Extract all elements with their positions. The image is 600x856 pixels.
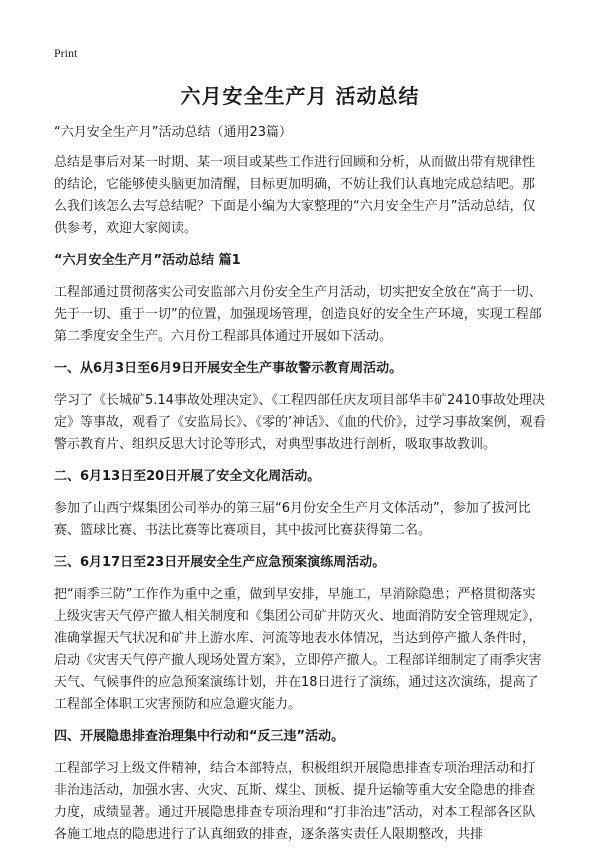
- item-paragraph: 学习了《长城矿5.14事故处理决定》、《工程四部任庆友项目部华丰矿2410事故处理决定》等事故，观看了《安监局长》、《零的’神话》、《血的代价》，过学习事故案例，观看警示教育片、组织反思大讨论等形式，对典型事故进行剖析，吸取事故教训。: [54, 393, 546, 452]
- article-body: [54, 122, 546, 856]
- item-paragraph: 工程部学习上级文件精神，结合本部特点，积极组织开展隐患排查专项治理活动和打非治违活动，加强水害、火灾、瓦斯、煤尘、顶板、提升运输等重大安全隐患的排查力度，成绩显著。通过开展隐患排查专项治理和“打非治违”活动，对本工程部各区队各施工地点的隐患进行了认真细致的排查，逐条落实责任人限期整改，共排: [54, 761, 536, 842]
- item-heading: 二、6月13日至20日开展了安全文化周活动。: [54, 469, 321, 484]
- item-paragraph: 把“雨季三防”工作作为重中之重，做到早安排，早施工，早消除隐患；严格贯彻落实上级灾害天气停产撤人相关制度和《集团公司矿井防灭火、地面消防安全管理规定》，准确掌握天气状况和矿井上游水库、河流等地表水体情况，当达到停产撤人条件时，启动《灾害天气停产撤人现场处置方案》，立即停产撤人。工程部详细制定了雨季灾害天气、气候事件的应急预案演练计划，并在18日进行了演练，通过这次演练，提高了工程部全体职工灾害预防和应急避灾能力。: [54, 587, 542, 712]
- item-heading: 四、开展隐患排查治理集中行动和“反三违”活动。: [54, 729, 345, 744]
- article-subtitle: “六月安全生产月”活动总结（通用23篇）: [54, 125, 293, 140]
- print-link[interactable]: Print: [54, 46, 78, 60]
- item-heading: 一、从6月3日至6月9日开展安全生产事故警示教育周活动。: [54, 361, 403, 376]
- section-title: “六月安全生产月”活动总结 篇1: [54, 253, 241, 268]
- page-title: 六月安全生产月 活动总结: [180, 84, 420, 108]
- opening-paragraph: 工程部通过贯彻落实公司安监部六月份安全生产月活动，切实把安全放在“高于一切、先于一切、重于一切”的位置，加强现场管理，创造良好的安全生产环境，实现工程部第二季度安全生产。六月份工程部具体通过开展如下活动。: [54, 285, 542, 344]
- item-paragraph: 参加了山西宁煤集团公司举办的第三届“6月份安全生产月文体活动”，参加了拔河比赛、篮球比赛、书法比赛等比赛项目，其中拔河比赛获得第二名。: [54, 501, 531, 538]
- intro-paragraph: 总结是事后对某一时期、某一项目或某些工作进行回顾和分析，从而做出带有规律性的结论，它能够使头脑更加清醒，目标更加明确，不妨让我们认真地完成总结吧。那么我们该怎么去写总结呢？下面是小编为大家整理的“六月安全生产月”活动总结，仅供参考，欢迎大家阅读。: [54, 155, 536, 236]
- item-heading: 三、6月17日至23日开展安全生产应急预案演练周活动。: [54, 555, 386, 570]
